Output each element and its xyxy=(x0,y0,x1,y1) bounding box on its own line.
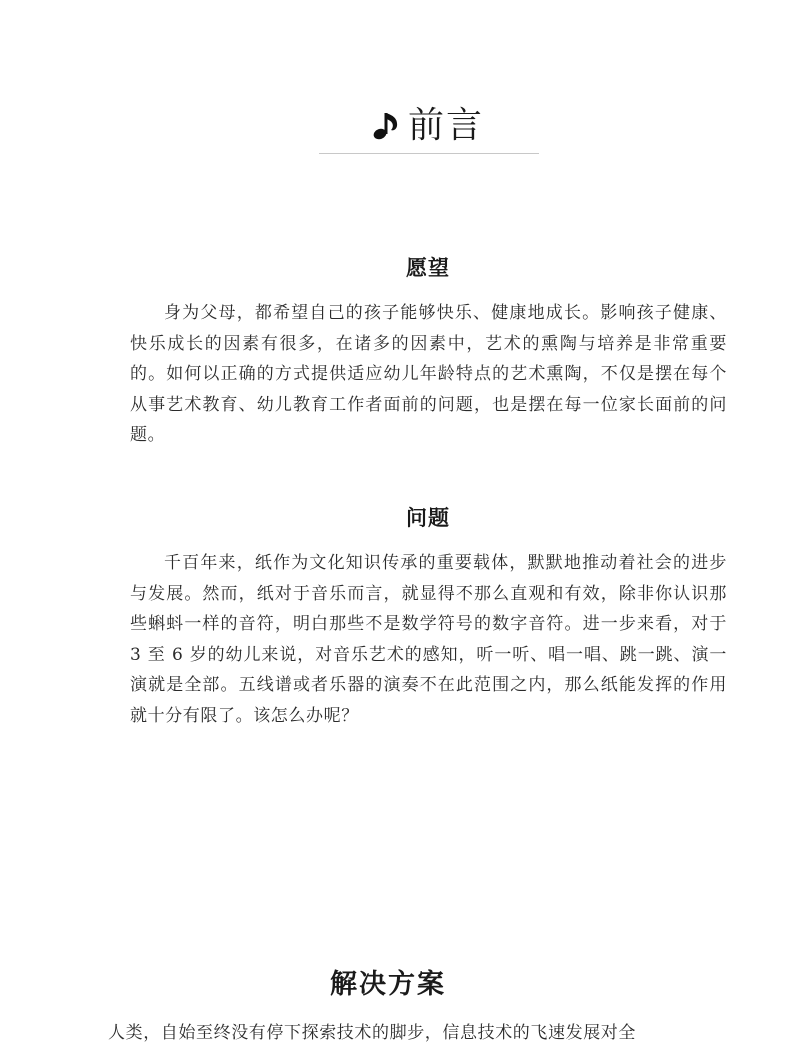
section-body-problem: 千百年来，纸作为文化知识传承的重要载体，默默地推动着社会的进步与发展。然而，纸对于音乐而言，就显得不那么直观和有效，除非你认识那些蝌蚪一样的音符，明白那些不是数学符号的数字音符。进一步来看，对于 3 至 6 岁的幼儿来说，对音乐艺术的感知，听一听、唱一唱、跳一跳、演一演就是全部。五线谱或者乐器的演奏不在此范围之内，那么纸能发挥的作用就十分有限了。该怎么办呢？ xyxy=(130,553,727,726)
section-heading-problem: 问题 xyxy=(406,505,450,530)
section-heading-wish: 愿望 xyxy=(406,255,450,280)
section-body-solution: 人类，自始至终没有停下探索技术的脚步，信息技术的飞速发展对全 xyxy=(108,1023,636,1043)
section-heading-solution: 解决方案 xyxy=(330,969,446,1000)
title-row xyxy=(372,104,484,148)
page-header xyxy=(0,104,790,148)
title-divider xyxy=(319,153,539,154)
section-body-wish: 身为父母，都希望自己的孩子能够快乐、健康地成长。影响孩子健康、快乐成长的因素有很多，在诸多的因素中，艺术的熏陶与培养是非常重要的。如何以正确的方式提供适应幼儿年龄特点的艺术熏陶，不仅是摆在每个从事艺术教育、幼儿教育工作者面前的问题，也是摆在每一位家长面前的问题。 xyxy=(130,303,727,446)
page-title: 前言 xyxy=(407,105,484,146)
music-note-icon xyxy=(372,109,402,143)
